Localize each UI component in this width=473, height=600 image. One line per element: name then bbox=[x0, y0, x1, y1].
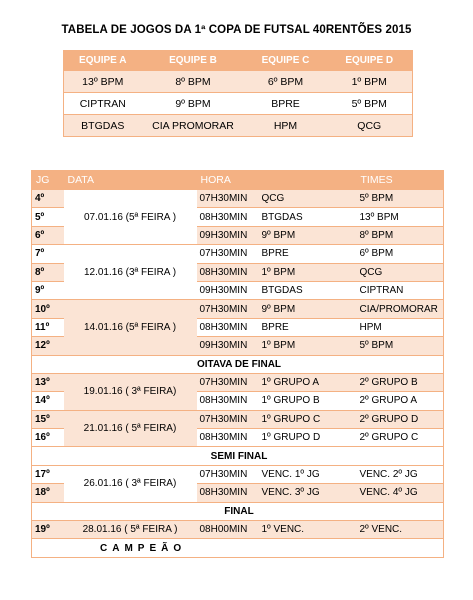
game-team-1: VENC. 1º JG bbox=[259, 465, 357, 483]
game-number: 5º bbox=[32, 208, 64, 226]
game-date: 28.01.16 ( 5ª FEIRA ) bbox=[64, 521, 197, 539]
game-team-2: 8º BPM bbox=[357, 226, 444, 244]
game-number: 8º bbox=[32, 263, 64, 281]
game-number: 18º bbox=[32, 484, 64, 502]
game-team-1: 9º BPM bbox=[259, 226, 357, 244]
game-row bbox=[32, 521, 444, 539]
game-team-2: 13º BPM bbox=[357, 208, 444, 226]
game-time: 07H30MIN bbox=[197, 245, 259, 263]
game-date: 26.01.16 ( 3ª FEIRA) bbox=[64, 465, 197, 502]
game-number: 16º bbox=[32, 429, 64, 447]
game-time: 08H30MIN bbox=[197, 263, 259, 281]
team-cell: 13º BPM bbox=[64, 71, 142, 93]
game-number: 11º bbox=[32, 318, 64, 336]
game-time: 09H30MIN bbox=[197, 226, 259, 244]
game-date: 12.01.16 (3ª FEIRA ) bbox=[64, 245, 197, 300]
game-number: 15º bbox=[32, 410, 64, 428]
game-team-1: BTGDAS bbox=[259, 281, 357, 299]
game-team-2: VENC. 2º JG bbox=[357, 465, 444, 483]
games-table bbox=[31, 170, 444, 558]
game-team-2: CIA/PROMORAR bbox=[357, 300, 444, 318]
game-team-2: 2º GRUPO A bbox=[357, 392, 444, 410]
game-team-1: 1º GRUPO B bbox=[259, 392, 357, 410]
team-cell: 1º BPM bbox=[327, 71, 413, 93]
game-number: 17º bbox=[32, 465, 64, 483]
game-time: 07H30MIN bbox=[197, 373, 259, 391]
game-team-2: 2º VENC. bbox=[357, 521, 444, 539]
game-team-2: 5º BPM bbox=[357, 190, 444, 208]
header-equipe-b: EQUIPE B bbox=[142, 51, 245, 71]
teams-row bbox=[64, 93, 413, 115]
teams-row bbox=[64, 71, 413, 93]
team-cell: BTGDAS bbox=[64, 115, 142, 137]
section-row bbox=[32, 355, 444, 373]
header-equipe-d: EQUIPE D bbox=[327, 51, 413, 71]
header-hora: HORA bbox=[197, 171, 357, 190]
section-semi-final: SEMI FINAL bbox=[32, 447, 444, 465]
game-date: 14.01.16 (5ª FEIRA ) bbox=[64, 300, 197, 355]
team-cell: 9º BPM bbox=[142, 93, 245, 115]
game-team-1: VENC. 3º JG bbox=[259, 484, 357, 502]
game-time: 07H30MIN bbox=[197, 465, 259, 483]
game-team-1: BTGDAS bbox=[259, 208, 357, 226]
game-number: 14º bbox=[32, 392, 64, 410]
teams-table bbox=[63, 50, 413, 137]
game-team-1: 1º GRUPO C bbox=[259, 410, 357, 428]
game-team-2: 2º GRUPO B bbox=[357, 373, 444, 391]
game-team-2: 5º BPM bbox=[357, 337, 444, 355]
game-time: 09H30MIN bbox=[197, 337, 259, 355]
game-team-1: 1º GRUPO A bbox=[259, 373, 357, 391]
game-time: 08H30MIN bbox=[197, 484, 259, 502]
champion-label: CAMPEÃO bbox=[32, 539, 444, 557]
game-team-1: 1º VENC. bbox=[259, 521, 357, 539]
game-date: 07.01.16 (5ª FEIRA ) bbox=[64, 190, 197, 245]
games-header-row bbox=[32, 171, 444, 190]
header-jg: JG bbox=[32, 171, 64, 190]
game-team-1: 9º BPM bbox=[259, 300, 357, 318]
game-team-2: VENC. 4º JG bbox=[357, 484, 444, 502]
header-equipe-a: EQUIPE A bbox=[64, 51, 142, 71]
game-team-2: 2º GRUPO C bbox=[357, 429, 444, 447]
teams-row bbox=[64, 115, 413, 137]
game-number: 4º bbox=[32, 190, 64, 208]
team-cell: CIPTRAN bbox=[64, 93, 142, 115]
game-time: 08H00MIN bbox=[197, 521, 259, 539]
game-team-1: 1º GRUPO D bbox=[259, 429, 357, 447]
game-team-2: HPM bbox=[357, 318, 444, 336]
team-cell: QCG bbox=[327, 115, 413, 137]
game-time: 08H30MIN bbox=[197, 318, 259, 336]
team-cell: 6º BPM bbox=[245, 71, 327, 93]
header-times: TIMES bbox=[357, 171, 444, 190]
game-time: 07H30MIN bbox=[197, 300, 259, 318]
section-row bbox=[32, 447, 444, 465]
game-number: 19º bbox=[32, 521, 64, 539]
game-time: 09H30MIN bbox=[197, 281, 259, 299]
game-number: 6º bbox=[32, 226, 64, 244]
team-cell: CIA PROMORAR bbox=[142, 115, 245, 137]
game-row bbox=[32, 465, 444, 483]
game-time: 07H30MIN bbox=[197, 410, 259, 428]
game-team-2: 6º BPM bbox=[357, 245, 444, 263]
team-cell: 5º BPM bbox=[327, 93, 413, 115]
game-team-1: BPRE bbox=[259, 318, 357, 336]
page-title: TABELA DE JOGOS DA 1ª COPA DE FUTSAL 40RENTÕES 2015 bbox=[61, 24, 412, 36]
teams-header-row bbox=[64, 51, 413, 71]
game-date: 19.01.16 ( 3ª FEIRA) bbox=[64, 373, 197, 410]
game-number: 13º bbox=[32, 373, 64, 391]
game-team-1: QCG bbox=[259, 190, 357, 208]
game-time: 08H30MIN bbox=[197, 392, 259, 410]
game-row bbox=[32, 373, 444, 391]
game-row bbox=[32, 245, 444, 263]
champion-row bbox=[32, 539, 444, 557]
team-cell: 8º BPM bbox=[142, 71, 245, 93]
game-team-2: CIPTRAN bbox=[357, 281, 444, 299]
game-team-2: 2º GRUPO D bbox=[357, 410, 444, 428]
team-cell: HPM bbox=[245, 115, 327, 137]
game-number: 9º bbox=[32, 281, 64, 299]
game-number: 12º bbox=[32, 337, 64, 355]
game-number: 10º bbox=[32, 300, 64, 318]
game-row bbox=[32, 300, 444, 318]
team-cell: BPRE bbox=[245, 93, 327, 115]
section-oitava-de-final: OITAVA DE FINAL bbox=[32, 355, 444, 373]
game-row bbox=[32, 410, 444, 428]
game-team-1: 1º BPM bbox=[259, 337, 357, 355]
game-row bbox=[32, 190, 444, 208]
header-equipe-c: EQUIPE C bbox=[245, 51, 327, 71]
game-time: 08H30MIN bbox=[197, 429, 259, 447]
game-time: 07H30MIN bbox=[197, 190, 259, 208]
game-team-1: 1º BPM bbox=[259, 263, 357, 281]
game-date: 21.01.16 ( 5ª FEIRA) bbox=[64, 410, 197, 447]
game-team-1: BPRE bbox=[259, 245, 357, 263]
header-data: DATA bbox=[64, 171, 197, 190]
game-time: 08H30MIN bbox=[197, 208, 259, 226]
game-team-2: QCG bbox=[357, 263, 444, 281]
section-row bbox=[32, 502, 444, 520]
game-number: 7º bbox=[32, 245, 64, 263]
section-final: FINAL bbox=[32, 502, 444, 520]
